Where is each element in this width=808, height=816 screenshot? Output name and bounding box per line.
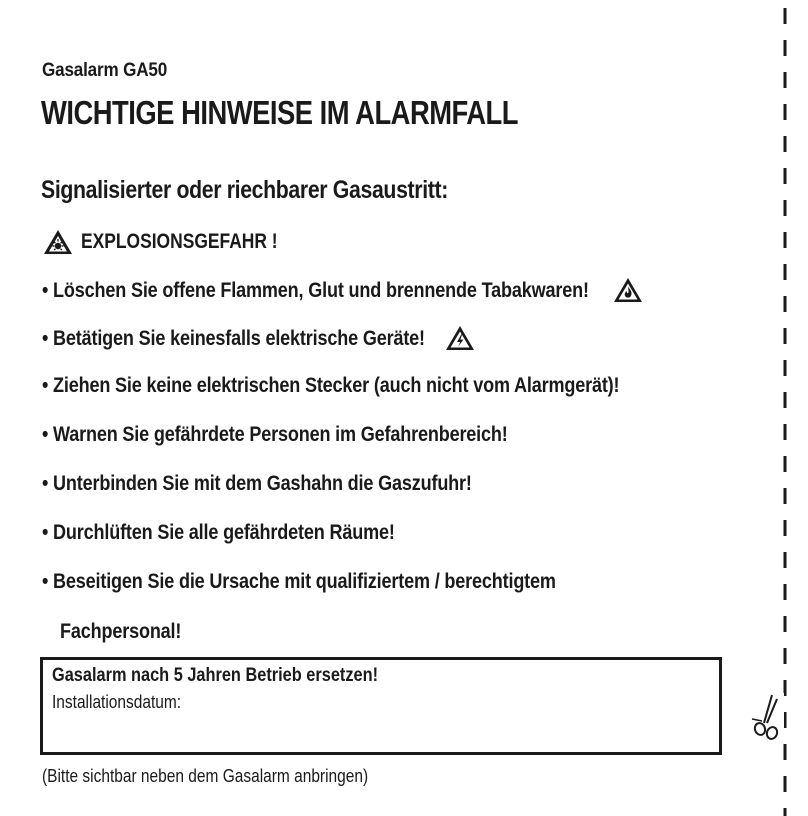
explosion-warning-icon (42, 228, 74, 256)
product-model: Gasalarm GA50 (42, 60, 168, 81)
instruction-text: Warnen Sie gefährdete Personen im Gefahrenbereich! (53, 422, 508, 446)
electric-warning-icon (444, 324, 476, 352)
footnote: (Bitte sichtbar neben dem Gasalarm anbringen) (42, 766, 369, 786)
instruction-item: • Löschen Sie offene Flammen, Glut und brennende Tabakwaren! (42, 276, 644, 304)
instruction-text: Löschen Sie offene Flammen, Glut und brennende Tabakwaren! (53, 277, 589, 302)
instruction-text: Beseitigen Sie die Ursache mit qualifiziertem / berechtigtem (53, 569, 556, 593)
instruction-item: • Durchlüften Sie alle gefährdeten Räume! (42, 520, 395, 544)
instruction-text: Durchlüften Sie alle gefährdeten Räume! (53, 520, 395, 544)
instruction-item: • Ziehen Sie keine elektrischen Stecker (auch nicht vom Alarmgerät)! (42, 373, 620, 397)
instruction-item: • Unterbinden Sie mit dem Gashahn die Gaszufuhr! (42, 471, 472, 495)
replacement-notice-box (40, 657, 722, 755)
fire-warning-icon (612, 276, 644, 304)
installation-date-label: Installationsdatum: (52, 692, 182, 712)
replacement-notice-title: Gasalarm nach 5 Jahren Betrieb ersetzen! (52, 665, 379, 686)
instruction-text: Unterbinden Sie mit dem Gashahn die Gaszufuhr! (53, 471, 472, 495)
instruction-text: Ziehen Sie keine elektrischen Stecker (auch nicht vom Alarmgerät)! (53, 373, 620, 397)
instruction-item: • Beseitigen Sie die Ursache mit qualifiziertem / berechtigtem (42, 569, 556, 593)
instruction-item: • Betätigen Sie keinesfalls elektrische Geräte! (42, 324, 476, 352)
explosion-warning (42, 226, 318, 258)
instruction-item: • Warnen Sie gefährdete Personen im Gefahrenbereich! (42, 422, 508, 446)
instruction-text: Betätigen Sie keinesfalls elektrische Geräte! (53, 325, 425, 350)
installation-date-field[interactable] (53, 718, 693, 746)
page-title: WICHTIGE HINWEISE IM ALARMFALL (41, 94, 519, 131)
warning-label: EXPLOSIONSGEFAHR ! (81, 230, 278, 253)
scissors-icon (750, 693, 784, 743)
instruction-continuation: Fachpersonal! (60, 619, 182, 643)
section-heading: Signalisierter oder riechbarer Gasaustritt: (41, 176, 448, 204)
